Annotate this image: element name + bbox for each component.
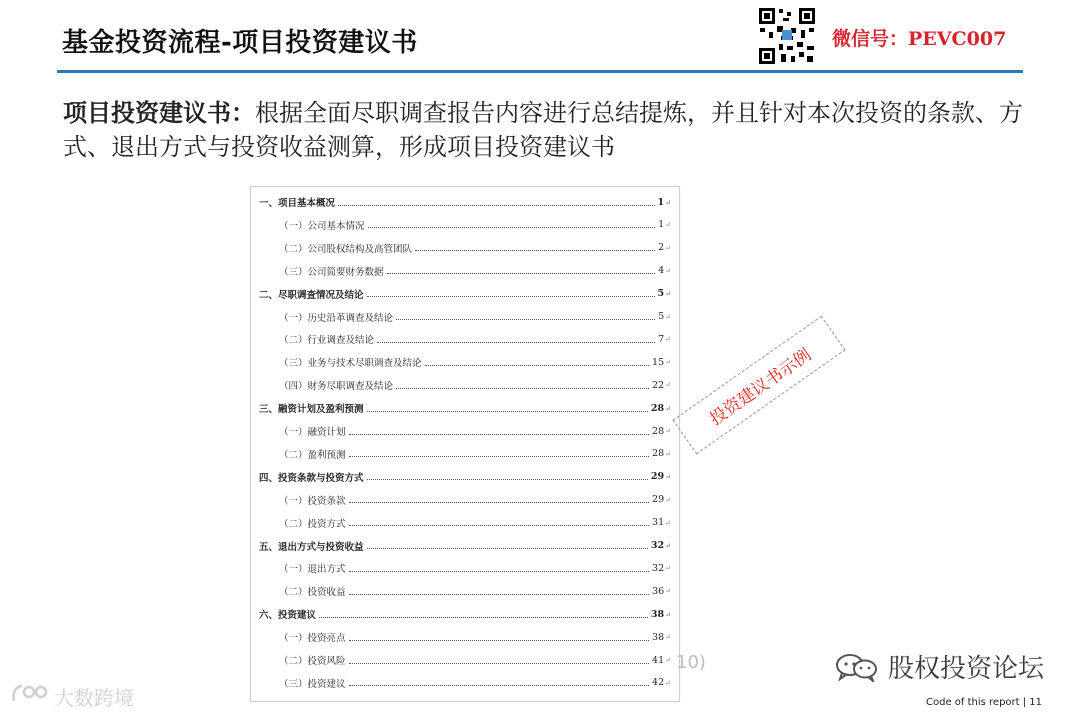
toc-leader-dots: [425, 364, 650, 366]
toc-entry: [259, 536, 671, 556]
paragraph-mark-icon: ↵: [665, 541, 671, 550]
paragraph-mark-icon: ↵: [665, 243, 671, 252]
intro-paragraph: [63, 96, 1023, 164]
toc-entry-label: 五、退出方式与投资收益: [259, 541, 364, 553]
toc-entry-page: 5: [657, 288, 665, 300]
paragraph-mark-icon: ↵: [665, 472, 671, 482]
paragraph-mark-icon: ↵: [665, 678, 671, 687]
toc-entry-label: （一）公司基本情况: [279, 220, 365, 232]
toc-entry-page: 1: [657, 196, 665, 208]
toc-entry-label: 二、尽职调查情况及结论: [259, 289, 364, 301]
toc-entry-page: 28: [650, 402, 665, 414]
toc-entry-page: 36: [652, 585, 665, 597]
paragraph-mark-icon: ↵: [665, 381, 671, 390]
paragraph-mark-icon: ↵: [665, 335, 671, 344]
toc-entry: [259, 307, 671, 327]
toc-document-image: [250, 186, 680, 702]
page-title: 基金投资流程-项目投资建议书: [62, 28, 418, 58]
toc-entry-page: 5: [658, 311, 665, 322]
toc-entry-page: 7: [658, 333, 665, 345]
toc-leader-dots: [338, 204, 654, 206]
toc-entry-label: （一）融资计划: [279, 427, 346, 438]
toc-entry-label: （一）投资亮点: [279, 633, 346, 645]
toc-entry: [259, 581, 671, 601]
toc-entry-page: 4: [658, 265, 665, 277]
toc-entry: [259, 238, 671, 258]
toc-entry: [259, 444, 671, 464]
ghost-page-number: 10): [676, 652, 706, 673]
paragraph-mark-icon: ↵: [665, 289, 671, 299]
paragraph-mark-icon: ↵: [665, 609, 671, 619]
toc-entry: [259, 673, 671, 693]
paragraph-mark-icon: ↵: [665, 633, 671, 642]
forum-brand: [834, 648, 1044, 685]
paragraph-mark-icon: ↵: [665, 312, 671, 321]
toc-entry-label: （三）投资建议: [279, 678, 346, 690]
sample-stamp: 投资建议书示例: [672, 316, 845, 455]
toc-entry-page: 15: [652, 356, 665, 368]
intro-text: 根据全面尽职调查报告内容进行总结提炼，并且针对本次投资的条款、方式、退出方式与投资收益测算，形成项目投资建议书: [63, 99, 1023, 161]
toc-leader-dots: [367, 295, 655, 297]
toc-leader-dots: [396, 318, 655, 320]
toc-entry-label: （二）投资收益: [279, 587, 346, 599]
toc-entry-page: 29: [652, 494, 665, 506]
toc-entry: [259, 421, 671, 441]
toc-leader-dots: [367, 547, 648, 549]
toc-leader-dots: [349, 570, 650, 572]
toc-leader-dots: [349, 684, 650, 686]
toc-leader-dots: [367, 478, 648, 480]
toc-entry-label: 一、项目基本概况: [259, 198, 336, 209]
toc-entry: [259, 513, 671, 533]
qr-code-icon: [757, 6, 817, 66]
toc-leader-dots: [415, 249, 655, 251]
toc-entry-label: （四）财务尽职调查及结论: [279, 381, 394, 393]
paragraph-mark-icon: ↵: [665, 403, 671, 413]
toc-leader-dots: [367, 410, 648, 412]
toc-entry-page: 41: [652, 654, 665, 666]
toc-leader-dots: [387, 272, 656, 274]
toc-entry: [259, 192, 671, 212]
toc-leader-dots: [349, 455, 650, 457]
toc-leader-dots: [349, 501, 650, 503]
toc-leader-dots: [349, 639, 650, 641]
paragraph-mark-icon: ↵: [665, 197, 671, 207]
toc-leader-dots: [349, 593, 650, 595]
toc-entry-label: （二）投资方式: [279, 518, 346, 530]
toc-entry-label: （二）公司股权结构及高管团队: [279, 243, 413, 255]
toc-entry: [259, 604, 671, 624]
toc-entry-page: 2: [658, 242, 665, 254]
toc-entry-label: （三）业务与技术尽职调查及结论: [279, 358, 422, 370]
toc-entry-page: 28: [652, 425, 665, 437]
paragraph-mark-icon: ↵: [665, 495, 671, 504]
toc-entry-page: 22: [652, 379, 665, 391]
toc-entry-label: （一）投资条款: [279, 495, 346, 507]
toc-entry: [259, 329, 671, 349]
toc-entry-page: 1: [658, 219, 665, 231]
toc-entry-label: （二）投资风险: [279, 656, 346, 667]
paragraph-mark-icon: ↵: [665, 587, 671, 596]
toc-entry-page: 31: [652, 517, 665, 529]
toc-entry-label: （二）行业调查及结论: [279, 335, 375, 347]
toc-entry-label: （一）历史沿革调查及结论: [279, 312, 394, 324]
toc-entry: [259, 261, 671, 281]
toc-entry-page: 32: [650, 540, 665, 551]
toc-entry-label: 四、投资条款与投资方式: [259, 472, 364, 484]
toc-entry-label: （三）公司简要财务数据: [279, 266, 384, 278]
intro-label: 项目投资建议书：: [63, 99, 255, 127]
toc-entry-page: 38: [652, 631, 665, 643]
toc-entry: [259, 375, 671, 395]
toc-leader-dots: [349, 433, 650, 435]
toc-entry-page: 32: [652, 562, 665, 574]
paragraph-mark-icon: ↵: [665, 358, 671, 367]
toc-entry: [259, 490, 671, 510]
toc-entry-label: （二）盈利预测: [279, 449, 346, 461]
watermark-logo-icon: [10, 683, 50, 710]
toc-entry: [259, 284, 671, 304]
toc-leader-dots: [349, 662, 650, 664]
toc-entry: [259, 650, 671, 670]
toc-leader-dots: [349, 524, 650, 526]
watermark: [10, 682, 134, 711]
toc-entry: [259, 352, 671, 372]
footer-report-code: Code of this report | 11: [926, 697, 1043, 708]
toc-entry-page: 29: [650, 471, 665, 483]
paragraph-mark-icon: ↵: [665, 564, 671, 573]
forum-name: 股权投资论坛: [888, 654, 1045, 684]
toc-entry-label: 六、投资建议: [259, 610, 317, 622]
paragraph-mark-icon: ↵: [665, 220, 671, 229]
toc-entry: [259, 215, 671, 235]
toc-entry: [259, 398, 671, 418]
toc-entry-label: （一）退出方式: [279, 564, 346, 576]
toc-entry: [259, 558, 671, 578]
paragraph-mark-icon: ↵: [665, 266, 671, 275]
paragraph-mark-icon: ↵: [665, 427, 671, 435]
toc-leader-dots: [319, 616, 648, 618]
wechat-icon: [834, 652, 880, 682]
paragraph-mark-icon: ↵: [665, 518, 671, 527]
toc-leader-dots: [396, 387, 649, 389]
toc-entry: [259, 467, 671, 487]
paragraph-mark-icon: ↵: [665, 656, 671, 664]
toc-entry-page: 38: [650, 608, 665, 620]
toc-entry: [259, 627, 671, 647]
toc-entry-page: 42: [652, 677, 665, 689]
toc-entry-label: 三、融资计划及盈利预测: [259, 404, 364, 416]
toc-leader-dots: [377, 341, 655, 343]
watermark-text: 大数跨境: [54, 686, 134, 710]
wechat-id: 微信号：PEVC007: [832, 28, 1007, 50]
header-divider: [57, 70, 1023, 73]
toc-entry-page: 28: [652, 448, 665, 460]
toc-leader-dots: [368, 226, 656, 228]
paragraph-mark-icon: ↵: [665, 449, 671, 458]
